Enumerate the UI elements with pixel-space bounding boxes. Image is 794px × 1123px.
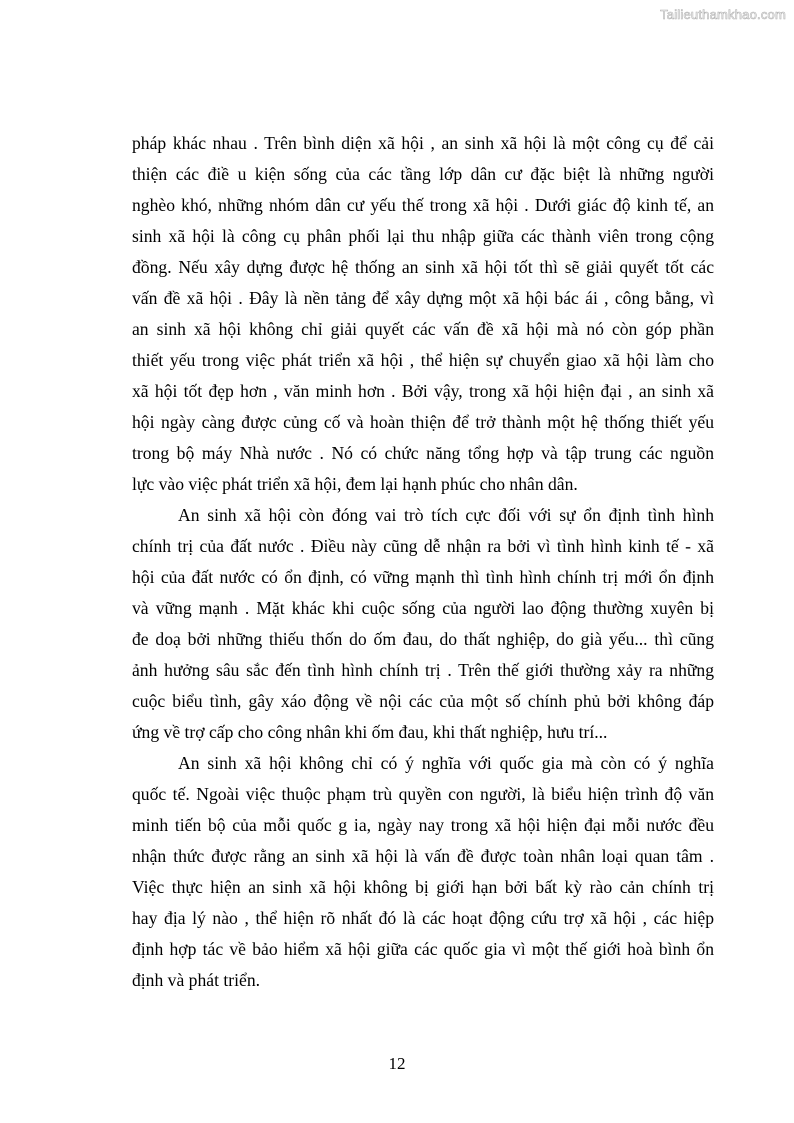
text-line: thiết yếu trong việc phát triển xã hội , thể hiện sự chuyển giao xã hội làm cho bbox=[132, 350, 714, 370]
text-line: xã hội tốt đẹp hơn , văn minh hơn . Bởi vậy, trong xã hội hiện đại , an sinh xã bbox=[132, 381, 714, 401]
text-line: thiện các điề u kiện sống của các tầng lớp dân cư đặc biệt là những người bbox=[132, 164, 714, 184]
text-line: định hợp tác về bảo hiểm xã hội giữa các quốc gia vì một thế giới hoà bình ổn bbox=[132, 939, 714, 959]
text-line: an sinh xã hội không chỉ giải quyết các vấn đề xã hội mà nó còn góp phần bbox=[132, 319, 714, 339]
text-line: vấn đề xã hội . Đây là nền tảng để xây dựng một xã hội bác ái , công bằng, vì bbox=[132, 288, 714, 308]
text-line: hội của đất nước có ổn định, có vững mạnh thì tình hình chính trị mới ổn định bbox=[132, 567, 714, 587]
text-line: nhận thức được rằng an sinh xã hội là vấn đề được toàn nhân loại quan tâm . bbox=[132, 846, 714, 866]
text-line: pháp khác nhau . Trên bình diện xã hội , an sinh xã hội là một công cụ để cải bbox=[132, 133, 714, 153]
text-line: đồng. Nếu xây dựng được hệ thống an sinh xã hội tốt thì sẽ giải quyết tốt các bbox=[132, 257, 714, 277]
text-line: hay địa lý nào , thể hiện rõ nhất đó là các hoạt động cứu trợ xã hội , các hiệp bbox=[132, 908, 714, 928]
text-line: hội ngày càng được củng cố và hoàn thiện để trở thành một hệ thống thiết yếu bbox=[132, 412, 714, 432]
text-line: trong bộ máy Nhà nước . Nó có chức năng tổng hợp và tập trung các nguồn bbox=[132, 443, 714, 463]
text-line: Việc thực hiện an sinh xã hội không bị giới hạn bởi bất kỳ rào cản chính trị bbox=[132, 877, 714, 897]
document-body bbox=[132, 128, 714, 996]
page-number: 12 bbox=[388, 1054, 406, 1073]
paragraph-2 bbox=[132, 500, 714, 748]
paragraph-1 bbox=[132, 128, 714, 500]
text-line: chính trị của đất nước . Điều này cũng dễ nhận ra bởi vì tình hình kinh tế - xã bbox=[132, 536, 714, 556]
text-line: minh tiến bộ của mỗi quốc g ia, ngày nay trong xã hội hiện đại mỗi nước đều bbox=[132, 815, 714, 835]
text-line: nghèo khó, những nhóm dân cư yếu thế trong xã hội . Dưới giác độ kinh tế, an bbox=[132, 195, 714, 215]
text-line: và vững mạnh . Mặt khác khi cuộc sống của người lao động thường xuyên bị bbox=[132, 598, 714, 618]
text-line: An sinh xã hội không chỉ có ý nghĩa với quốc gia mà còn có ý nghĩa bbox=[178, 753, 714, 773]
watermark: Tailieuthamkhao.com bbox=[660, 7, 786, 22]
text-line: định và phát triển. bbox=[132, 970, 261, 990]
text-line: An sinh xã hội còn đóng vai trò tích cực đối với sự ổn định tình hình bbox=[178, 505, 714, 525]
text-line: đe doạ bởi những thiếu thốn do ốm đau, do thất nghiệp, do già yếu... thì cũng bbox=[132, 629, 714, 649]
text-line: ứng về trợ cấp cho công nhân khi ốm đau, khi thất nghiệp, hưu trí... bbox=[132, 722, 608, 742]
text-line: cuộc biểu tình, gây xáo động về nội các của một số chính phủ bởi không đáp bbox=[132, 691, 714, 711]
text-line: lực vào việc phát triển xã hội, đem lại hạnh phúc cho nhân dân. bbox=[132, 474, 578, 494]
text-line: ảnh hưởng sâu sắc đến tình hình chính trị . Trên thế giới thường xảy ra những bbox=[132, 660, 714, 680]
text-line: sinh xã hội là công cụ phân phối lại thu nhập giữa các thành viên trong cộng bbox=[132, 226, 714, 246]
paragraph-3 bbox=[132, 748, 714, 996]
text-line: quốc tế. Ngoài việc thuộc phạm trù quyền con người, là biểu hiện trình độ văn bbox=[132, 784, 714, 804]
